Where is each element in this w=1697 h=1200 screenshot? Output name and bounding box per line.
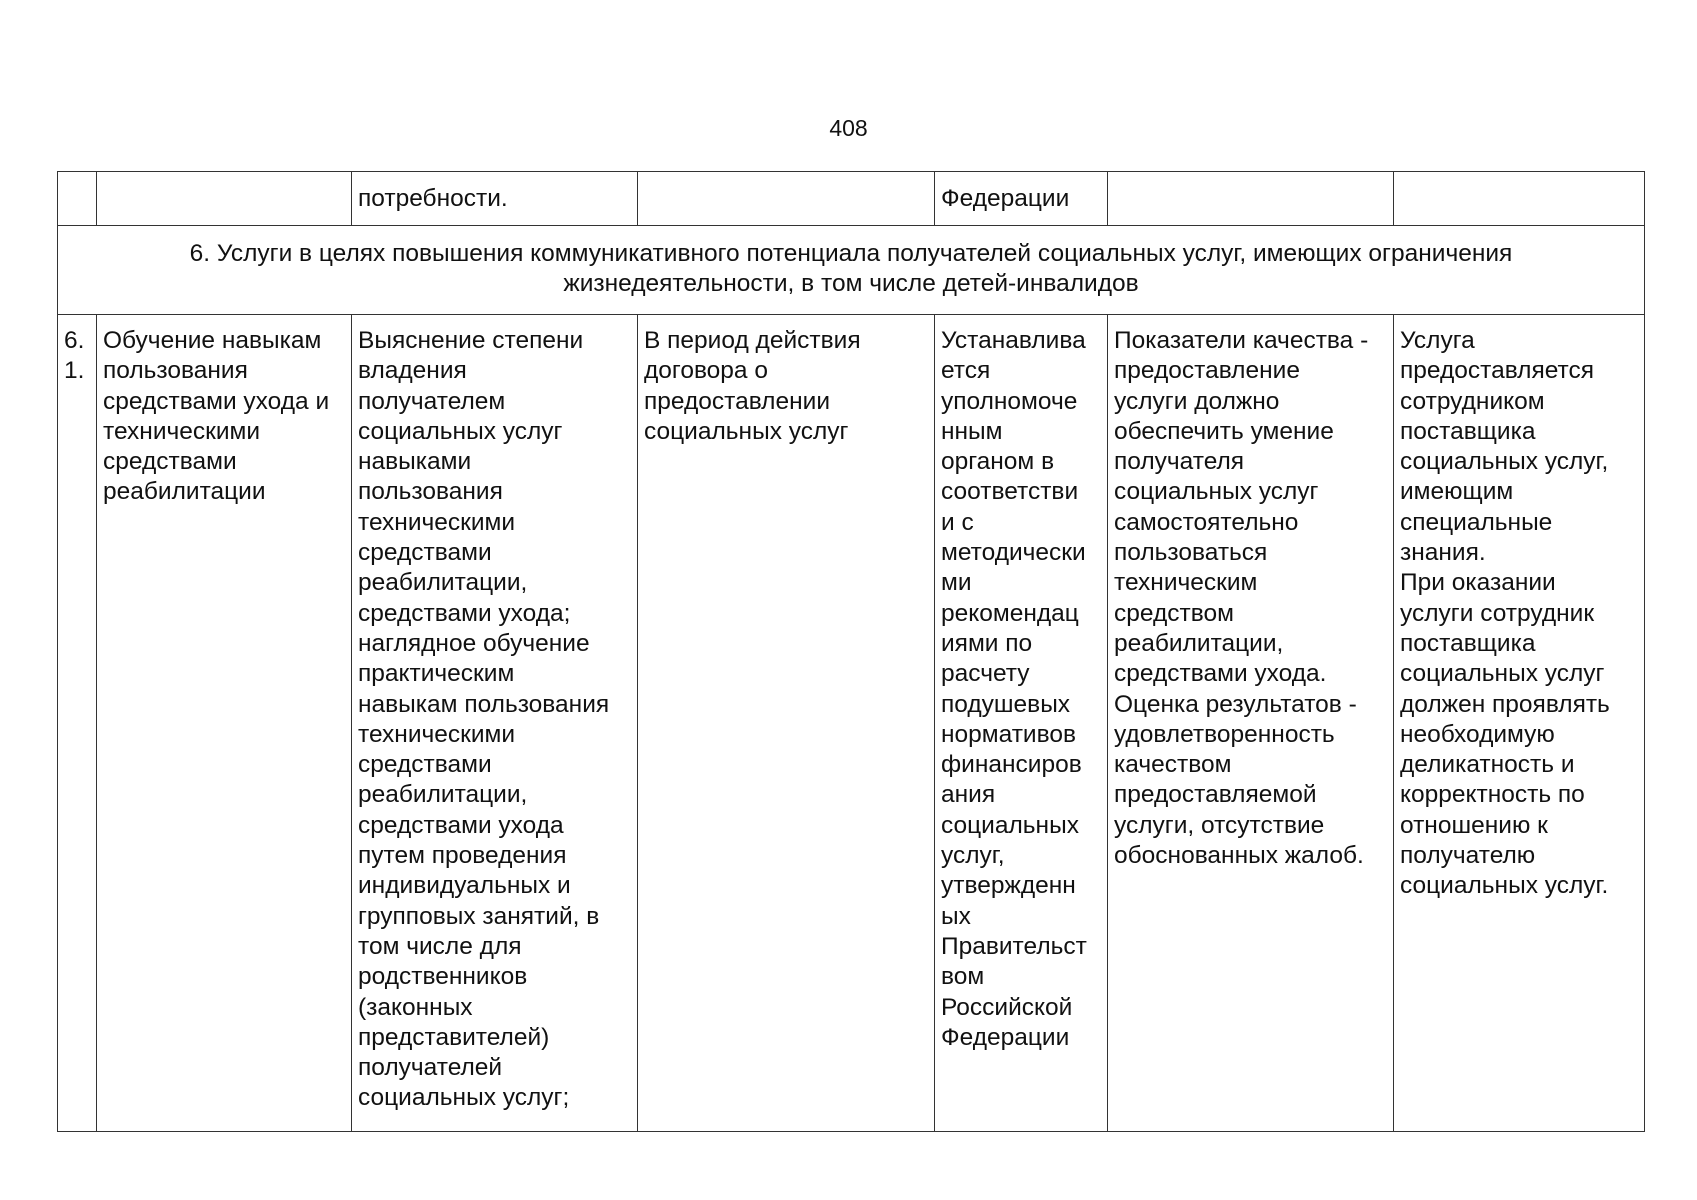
item-period: В период действия договора о предоставлении социальных услуг <box>638 315 935 1132</box>
services-table <box>57 171 1645 1132</box>
cell-period <box>638 172 935 226</box>
cell-description: потребности. <box>352 172 638 226</box>
cell-conditions <box>1394 172 1645 226</box>
cell-name <box>97 172 352 226</box>
item-norm: Устанавлива ется уполномоче нным органом в соответстви и с методически ми рекомендац иями по расчету подушевых нормативов финансиров ания социальных услуг, утвержденн ых Правительст вом Российской Федерации <box>935 315 1108 1132</box>
table-row-continuation <box>58 172 1645 226</box>
item-description: Выяснение степени владения получателем социальных услуг навыками пользования техническими средствами реабилитации, средствами ухода; наглядное обучение практическим навыкам пользования техническими средствами реабилитации, средствами ухода путем проведения индивидуальных и групповых занятий, в том числе для родственников (законных представителей) получателей социальных услуг; <box>352 315 638 1132</box>
cell-norm: Федерации <box>935 172 1108 226</box>
item-number: 6. 1. <box>58 315 97 1132</box>
section-title: 6. Услуги в целях повышения коммуникативного потенциала получателей социальных услуг, имеющих ограничения жизнедеятельности, в том числе детей-инвалидов <box>58 226 1645 315</box>
table-row-item <box>58 315 1645 1132</box>
cell-quality <box>1108 172 1394 226</box>
item-quality: Показатели качества - предоставление услуги должно обеспечить умение получателя социальных услуг самостоятельно пользоваться техническим средством реабилитации, средствами ухода. Оценка результатов - удовлетворенность качеством предоставляемой услуги, отсутствие обоснованных жалоб. <box>1108 315 1394 1132</box>
page-number: 408 <box>829 115 868 141</box>
cell-number <box>58 172 97 226</box>
item-conditions: Услуга предоставляется сотрудником поставщика социальных услуг, имеющим специальные знания. При оказании услуги сотрудник поставщика социальных услуг должен проявлять необходимую деликатность и корректность по отношению к получателю социальных услуг. <box>1394 315 1645 1132</box>
item-name: Обучение навыкам пользования средствами ухода и техническими средствами реабилитации <box>97 315 352 1132</box>
section-header-row <box>58 226 1645 315</box>
